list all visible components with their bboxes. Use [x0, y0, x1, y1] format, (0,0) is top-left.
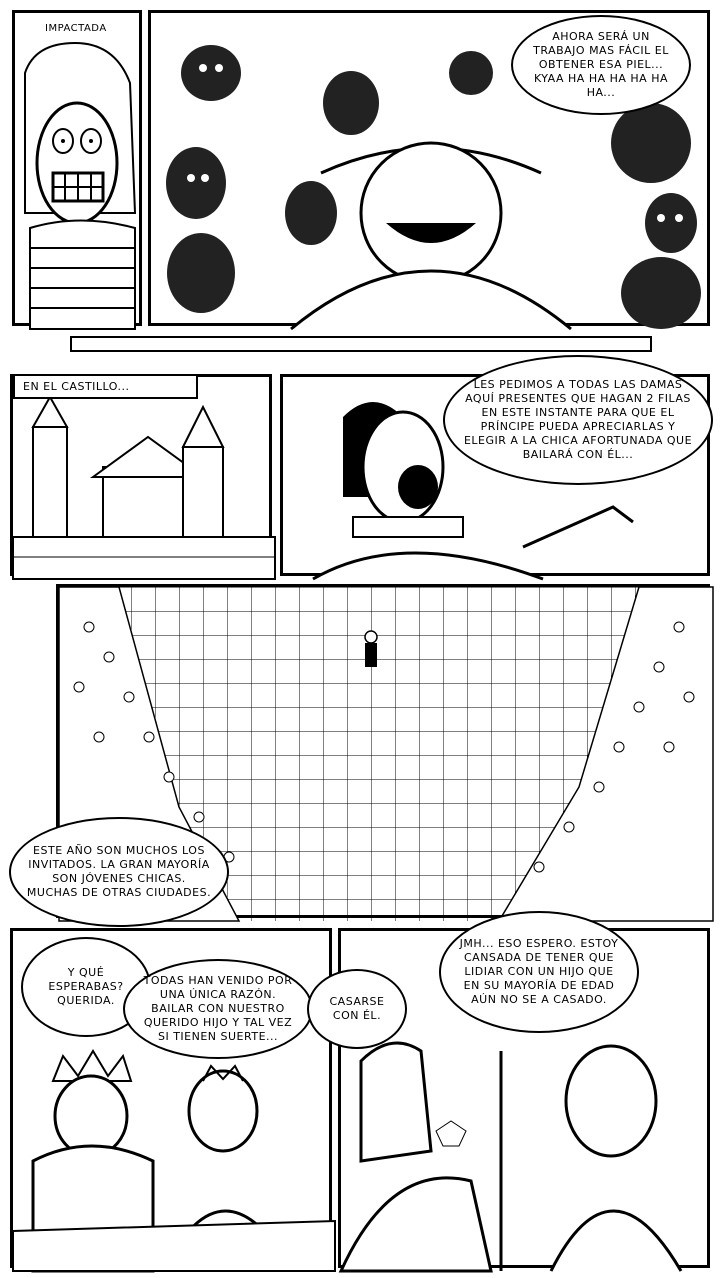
caption-castle: EN EL CASTILLO... — [13, 374, 198, 399]
panel-herald — [280, 374, 710, 576]
speech-bubble-villain: AHORA SERÁ UN TRABAJO MAS FÁCIL EL OBTENER ESA PIEL... KYAA HA HA HA HA HA HA... — [511, 15, 691, 115]
speech-bubble-queen-reply: JMH... ESO ESPERO. ESTOY CANSADA DE TENER QUE LIDIAR CON UN HIJO QUE EN SU MAYORÍA DE EDAD AÚN NO SE A CASADO. — [439, 911, 639, 1033]
divider-bar — [70, 336, 652, 352]
caption-impactada: IMPACTADA — [45, 23, 107, 34]
panel-villain — [148, 10, 710, 326]
panel-ballroom — [26, 584, 710, 918]
speech-bubble-queen: TODAS HAN VENIDO POR UNA ÚNICA RAZÓN. BAILAR CON NUESTRO QUERIDO HIJO Y TAL VEZ SI TIENEN SUERTE... — [123, 959, 313, 1059]
speech-bubble-king: Y QUÉ ESPERABAS? QUERIDA. — [21, 937, 151, 1037]
panel-prince-queen — [329, 928, 710, 1268]
speech-bubble-marry: CASARSE CON ÉL. — [307, 969, 407, 1049]
castle-art — [13, 377, 275, 579]
panel-king-queen — [10, 928, 332, 1268]
panel-impactada — [12, 10, 142, 326]
speech-bubble-herald: LES PEDIMOS A TODAS LAS DAMAS AQUÍ PRESENTES QUE HAGAN 2 FILAS EN ESTE INSTANTE PARA QUE EL PRÍNCIPE PUEDA APRECIARLAS Y ELEGIR A LA CHICA AFORTUNADA QUE BAILARÁ CON ÉL... — [443, 355, 713, 485]
shocked-queen-art — [15, 13, 145, 329]
panel-castle — [10, 374, 272, 576]
narration-bubble-guests: ESTE AÑO SON MUCHOS LOS INVITADOS. LA GRAN MAYORÍA SON JÓVENES CHICAS. MUCHAS DE OTRAS CIUDADES. — [9, 817, 229, 927]
